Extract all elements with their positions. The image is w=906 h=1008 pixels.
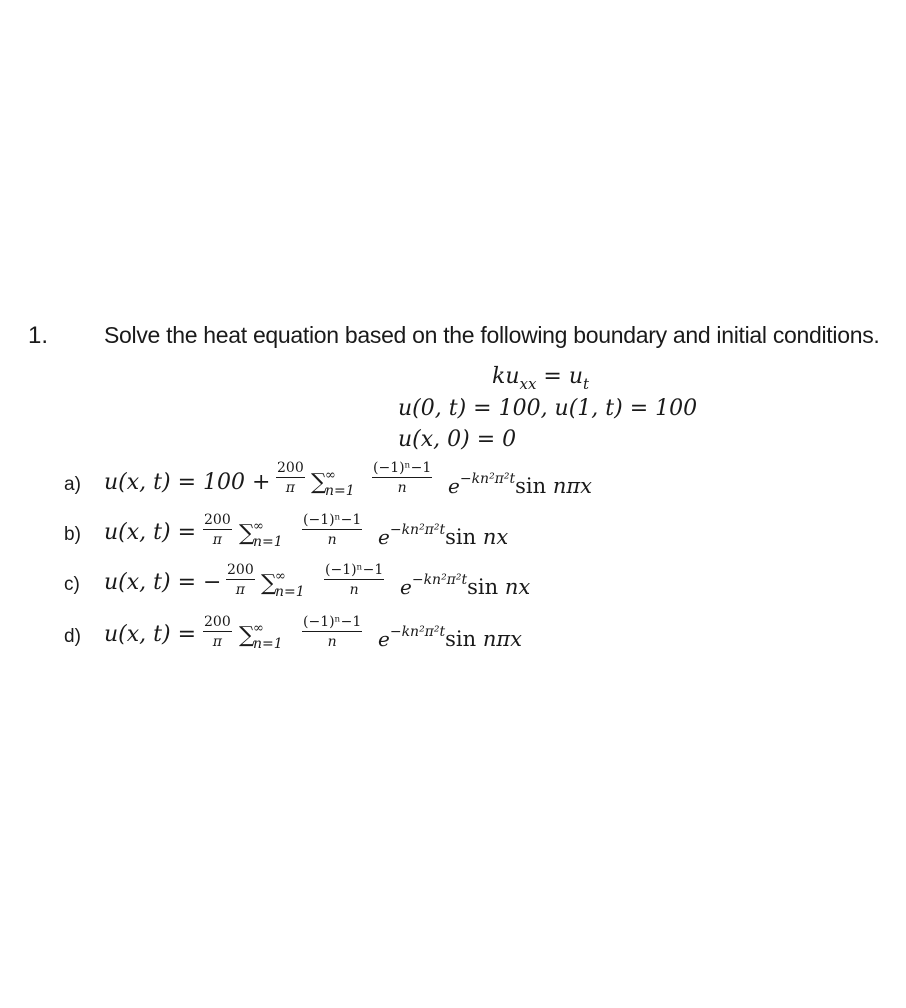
trig-function: sin bbox=[515, 474, 553, 498]
term-denominator: n bbox=[397, 480, 407, 496]
coefficient-fraction bbox=[276, 460, 305, 496]
fraction-bar bbox=[302, 631, 362, 632]
summation bbox=[239, 621, 283, 652]
option-label: c) bbox=[64, 574, 80, 595]
term-denominator: n bbox=[349, 582, 359, 598]
sigma-symbol: ∑ bbox=[261, 571, 277, 596]
sum-lower-limit: n=1 bbox=[253, 636, 283, 652]
option-lhs: u(x, t) = 100 + bbox=[104, 470, 271, 495]
option-lhs: u(x, t) = bbox=[104, 520, 196, 545]
fraction-bar bbox=[203, 631, 232, 632]
coefficient-denominator: π bbox=[235, 582, 245, 598]
trig-argument: nx bbox=[482, 525, 509, 549]
coefficient-fraction bbox=[203, 512, 232, 548]
fraction-bar bbox=[302, 529, 362, 530]
summation bbox=[261, 569, 305, 600]
answer-option[interactable] bbox=[0, 612, 906, 662]
exp-base: e bbox=[400, 575, 412, 599]
coefficient-numerator: 200 bbox=[227, 562, 254, 578]
fraction-bar bbox=[324, 579, 384, 580]
exp-power: −kn²π²t bbox=[389, 522, 446, 538]
pde-rhs-subscript: t bbox=[583, 375, 590, 393]
sum-lower-limit: n=1 bbox=[325, 483, 355, 499]
fraction-bar bbox=[226, 579, 255, 580]
term-fraction bbox=[324, 562, 384, 598]
option-lhs: u(x, t) = − bbox=[104, 570, 222, 595]
exp-power: −kn²π²t bbox=[389, 624, 446, 640]
answer-option[interactable] bbox=[0, 460, 906, 510]
coefficient-denominator: π bbox=[212, 532, 222, 548]
coefficient-numerator: 200 bbox=[204, 512, 231, 528]
answer-option[interactable] bbox=[0, 510, 906, 560]
coefficient-fraction bbox=[226, 562, 255, 598]
term-fraction bbox=[302, 512, 362, 548]
exp-power: −kn²π²t bbox=[411, 572, 468, 588]
term-numerator: (−1)ⁿ−1 bbox=[303, 512, 362, 528]
exponential-term bbox=[378, 624, 523, 651]
sigma-symbol: ∑ bbox=[311, 470, 327, 495]
exp-power: −kn²π²t bbox=[459, 471, 516, 487]
trig-argument: nπx bbox=[552, 474, 593, 498]
pde-equals: = u bbox=[536, 364, 584, 389]
trig-function: sin bbox=[467, 575, 505, 599]
sigma-symbol: ∑ bbox=[239, 623, 255, 648]
question-number: 1. bbox=[28, 322, 49, 349]
question-prompt: Solve the heat equation based on the following boundary and initial conditions. bbox=[104, 322, 880, 348]
exp-base: e bbox=[378, 627, 390, 651]
sum-upper-limit: ∞ bbox=[275, 569, 286, 584]
option-label: a) bbox=[64, 474, 81, 495]
pde-lhs: ku bbox=[492, 364, 520, 389]
exponential-term bbox=[448, 471, 593, 498]
option-label: d) bbox=[64, 626, 81, 647]
sum-upper-limit: ∞ bbox=[253, 621, 264, 636]
trig-argument: nx bbox=[504, 575, 531, 599]
coefficient-numerator: 200 bbox=[277, 460, 304, 476]
term-denominator: n bbox=[327, 532, 337, 548]
sum-upper-limit: ∞ bbox=[325, 468, 336, 483]
term-numerator: (−1)ⁿ−1 bbox=[373, 460, 432, 476]
summation bbox=[239, 519, 283, 550]
coefficient-denominator: π bbox=[285, 480, 295, 496]
sum-lower-limit: n=1 bbox=[253, 534, 283, 550]
fraction-bar bbox=[276, 477, 305, 478]
term-numerator: (−1)ⁿ−1 bbox=[303, 614, 362, 630]
exponential-term bbox=[400, 572, 531, 599]
option-label: b) bbox=[64, 524, 81, 545]
coefficient-numerator: 200 bbox=[204, 614, 231, 630]
pde-lhs-subscript: xx bbox=[519, 375, 537, 393]
exponential-term bbox=[378, 522, 509, 549]
trig-function: sin bbox=[445, 627, 483, 651]
exp-base: e bbox=[448, 474, 460, 498]
summation bbox=[311, 468, 355, 499]
term-numerator: (−1)ⁿ−1 bbox=[325, 562, 384, 578]
term-fraction bbox=[372, 460, 432, 496]
initial-condition: u(x, 0) = 0 bbox=[398, 427, 517, 452]
term-fraction bbox=[302, 614, 362, 650]
boundary-conditions: u(0, t) = 100, u(1, t) = 100 bbox=[398, 396, 698, 421]
sum-lower-limit: n=1 bbox=[275, 584, 305, 600]
coefficient-denominator: π bbox=[212, 634, 222, 650]
sigma-symbol: ∑ bbox=[239, 521, 255, 546]
exp-base: e bbox=[378, 525, 390, 549]
term-denominator: n bbox=[327, 634, 337, 650]
trig-function: sin bbox=[445, 525, 483, 549]
sum-upper-limit: ∞ bbox=[253, 519, 264, 534]
fraction-bar bbox=[372, 477, 432, 478]
answer-option[interactable] bbox=[0, 560, 906, 610]
fraction-bar bbox=[203, 529, 232, 530]
pde-equation bbox=[492, 364, 589, 393]
option-lhs: u(x, t) = bbox=[104, 622, 196, 647]
trig-argument: nπx bbox=[482, 627, 523, 651]
coefficient-fraction bbox=[203, 614, 232, 650]
